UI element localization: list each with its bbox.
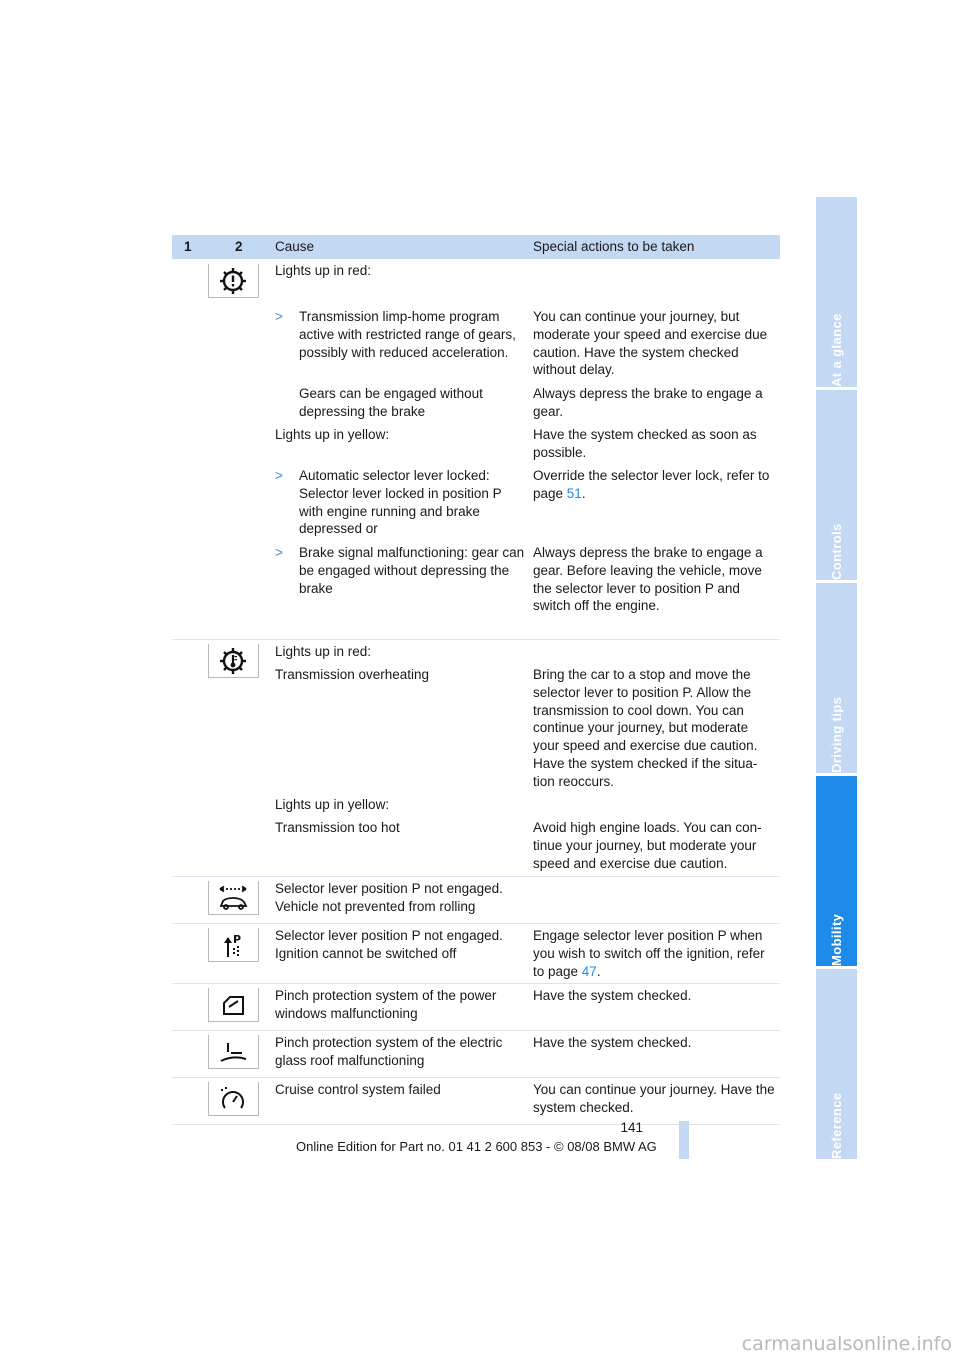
side-tabs <box>816 197 857 1159</box>
action-text: Avoid high engine loads. You can con-tinue your journey, but moderate your speed and exercise due caution. <box>533 820 762 871</box>
cause-text: Cruise control system failed <box>275 1082 441 1097</box>
table-row <box>172 984 780 1031</box>
online-edition-note: Online Edition for Part no. 01 41 2 600 853 - © 08/08 BMW AG <box>296 1139 657 1154</box>
action-text: Override the selector lever lock, refer to page 51. <box>533 468 770 501</box>
glass-roof-icon <box>216 1037 250 1067</box>
side-tab-label: Driving tips <box>828 696 844 773</box>
action-text: Always depress the brake to engage a gear. <box>533 386 763 419</box>
side-tab-mobility[interactable] <box>816 776 857 966</box>
transmission-temperature-icon <box>216 646 250 676</box>
side-tab-label: Mobility <box>828 913 844 966</box>
side-tab-reference[interactable] <box>816 969 857 1159</box>
page-link[interactable]: 51 <box>566 485 582 501</box>
table-header <box>172 235 780 259</box>
header-col-2: 2 <box>235 239 243 254</box>
table-row <box>172 877 780 924</box>
cause-text: Gears can be engaged without depressing the brake <box>299 386 483 419</box>
cause-text: Lights up in yellow: <box>275 427 390 442</box>
bullet-marker: > <box>275 545 283 560</box>
cause-text: Transmission too hot <box>275 820 400 835</box>
action-text: Have the system checked as soon as possible. <box>533 427 757 460</box>
side-tab-at-a-glance[interactable] <box>816 197 857 387</box>
action-text: Engage selector lever position P when you wish to switch off the ignition, refer to page 47. <box>533 928 765 979</box>
header-action: Special actions to be taken <box>533 239 695 254</box>
icon-box <box>208 988 259 1022</box>
table-row <box>172 1078 780 1125</box>
side-tab-label: Controls <box>828 523 844 580</box>
table-row <box>172 259 780 640</box>
side-tab-controls[interactable] <box>816 390 857 580</box>
cause-text: Pinch protection system of the electric glass roof malfunctioning <box>275 1035 503 1068</box>
cruise-control-icon <box>216 1084 250 1114</box>
side-tab-label: Reference <box>828 1092 844 1159</box>
side-tab-driving-tips[interactable] <box>816 583 857 773</box>
watermark: carmanualsonline.info <box>741 1333 952 1356</box>
cause-text: Selector lever position P not engaged. Vehicle not prevented from rolling <box>275 881 503 914</box>
cause-text: Brake signal malfunctioning: gear can be engaged without depressing the brake <box>299 545 525 596</box>
action-text: You can continue your journey, but moderate your speed and exercise due caution. Have the system checked without delay. <box>533 309 768 378</box>
car-rolling-icon <box>216 883 250 913</box>
icon-box <box>208 928 259 962</box>
cause-text: Lights up in yellow: <box>275 797 390 812</box>
page-link[interactable]: 47 <box>581 963 597 979</box>
table-row <box>172 640 780 877</box>
transmission-warning-icon <box>216 266 250 296</box>
icon-box <box>208 264 259 298</box>
park-position-icon <box>216 930 250 960</box>
cause-text: Pinch protection system of the power windows malfunctioning <box>275 988 497 1021</box>
icon-box <box>208 1082 259 1116</box>
action-text: Bring the car to a stop and move the selector lever to position P. Allow the transmission to cool down. You can continue your journey, but moderate your speed and exercise due caution. Have the system checked if the situa-tion reoccurs. <box>533 667 758 789</box>
svg-text:P: P <box>233 933 242 946</box>
icon-box <box>208 881 259 915</box>
side-tab-label: At a glance <box>828 313 844 387</box>
bullet-marker: > <box>275 468 283 483</box>
cause-text: Lights up in red: <box>275 644 372 659</box>
action-text: Always depress the brake to engage a gear. Before leaving the vehicle, move the selector lever to position P and switch off the engine. <box>533 545 763 614</box>
header-cause: Cause <box>275 239 315 254</box>
footer-accent-bar <box>679 1121 689 1159</box>
power-window-icon <box>216 990 250 1020</box>
action-text: You can continue your journey. Have the system checked. <box>533 1082 775 1115</box>
action-text: Have the system checked. <box>533 1035 692 1050</box>
cause-text: Lights up in red: <box>275 263 372 278</box>
table-row <box>172 1031 780 1078</box>
icon-box <box>208 644 259 678</box>
cause-text: Selector lever position P not engaged. Ignition cannot be switched off <box>275 928 503 961</box>
cause-text: Transmission limp-home program active with restricted range of gears, possibly with reduced acceleration. <box>299 309 516 360</box>
icon-box <box>208 1035 259 1069</box>
header-col-1: 1 <box>184 239 192 254</box>
cause-text: Automatic selector lever locked: Selector lever locked in position P with engine running and brake depressed or <box>299 468 502 537</box>
table-row <box>172 924 780 984</box>
bullet-marker: > <box>275 309 283 324</box>
warning-table <box>172 235 780 1125</box>
action-text: Have the system checked. <box>533 988 692 1003</box>
page-number: 141 <box>620 1120 643 1135</box>
cause-text: Transmission overheating <box>275 667 430 682</box>
